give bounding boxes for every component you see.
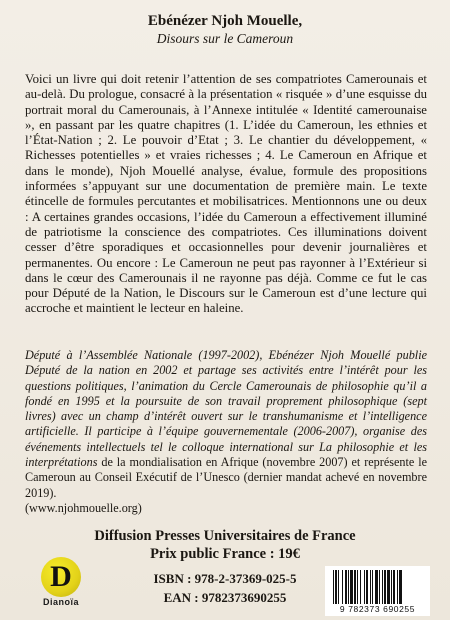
- barcode-bar: [393, 570, 395, 604]
- publisher-logo: [38, 557, 84, 613]
- barcode-bar: [382, 570, 383, 604]
- barcode-bar: [335, 570, 337, 604]
- barcode-bar: [397, 570, 398, 604]
- logo-letter: D: [50, 560, 72, 593]
- barcode-bar: [348, 570, 349, 604]
- header: [0, 12, 450, 48]
- barcode-bar: [370, 570, 371, 604]
- barcode-bar: [399, 570, 402, 604]
- barcode-bar: [354, 570, 356, 604]
- logo-circle-icon: [41, 557, 81, 597]
- summary-paragraph: Voici un livre qui doit retenir l’attention de ses compatriotes Camerounais et au-delà. Du prologue, consacré à la présentation « risquée » d’une esquisse du portrait moral du Camerounais, à l’Annexe intitulée « Identité camerounaise », en passant par les quatre chapitres (1. L’idée du Cameroun, les ethnies et l’État-Nation ; 2. Le pouvoir d’Etat ; 3. Le chantier du développement, « Richesses potentielles » et vraies richesses ; 4. Le Cameroun en Afrique et dans le monde), Njoh Mouellé analyse, évalue, formule des propositions informées s’appuyant sur une documentation de première main. Le texte étincelle de formules percutantes et mobilisatrices. Mentionnons une ou deux : A certaines grandes occasions, l’idée du Cameroun a effectivement illuminé de patriotisme la conscience des compatriotes. Ces illuminations doivent cesser d’être sporadiques et occasionnelles pour devenir journalières et permanentes. Ou encore : Le Cameroun ne peut pas rayonner à l’Extérieur si dans le cœur des Camerounais il ne rayonne pas déjà. Comme ce fut le cas pour Député de la Nation, le Discours sur le Cameroun est d’une lecture qui accroche et maintient le lecteur en haleine.: [25, 72, 427, 316]
- barcode-bar: [375, 570, 378, 604]
- barcode-bar: [360, 570, 361, 604]
- author-bio-italic: Député à l’Assemblée Nationale (1997-2002), Ebénézer Njoh Mouellé publie Député de la nation en 2002 et partage ses activités entre l’intérêt pour les questions politiques, l’animation du Cercle Camerounais de philosophie qu’il a fondé en 1995 et la poursuite de son travail proprement philosophique (sept livres) avec un champ d’intérêt ouvert sur le transhumanisme et l’intelligence artificielle. Il participe à l’équipe gouvernementale (2006-2007), organise des événements intellectuels tel le colloque international sur La philosophie et les interprétations: [25, 348, 427, 470]
- book-title: Disours sur le Cameroun: [156, 31, 294, 46]
- barcode-bar: [387, 570, 390, 604]
- barcode-bar: [364, 570, 365, 604]
- logo-word: Dianoïa: [42, 597, 79, 607]
- barcode-bar: [333, 570, 334, 604]
- barcode-bars-icon: [333, 570, 422, 604]
- barcode-bar: [372, 570, 373, 604]
- barcode-bar: [379, 570, 380, 604]
- barcode-bar: [391, 570, 392, 604]
- barcode: [325, 566, 430, 616]
- isbn-line: ISBN : 978-2-37369-025-5: [153, 571, 297, 586]
- barcode-bar: [357, 570, 358, 604]
- author-bio-roman: de la mondialisation en Afrique (novembre 2007) et représente le Cameroun au Conseil Exécutif de l’Unesco (dernier mandat achevé en novembre 2019).: [25, 455, 427, 500]
- author-website: (www.njohmouelle.org): [25, 500, 142, 515]
- barcode-digits: 9 782373 690255: [339, 604, 416, 614]
- barcode-bar: [342, 570, 343, 604]
- barcode-bar: [384, 570, 386, 604]
- barcode-bar: [366, 570, 368, 604]
- barcode-bar: [345, 570, 347, 604]
- author-bio: [25, 348, 427, 516]
- codes-block: [145, 569, 305, 607]
- ean-line: EAN : 9782373690255: [163, 590, 287, 605]
- price-line: Prix public France : 19€: [150, 546, 300, 562]
- publisher-line: Diffusion Presses Universitaires de France: [94, 528, 356, 544]
- author-name: Ebénézer Njoh Mouelle,: [147, 13, 303, 29]
- barcode-bar: [338, 570, 339, 604]
- barcode-bar: [350, 570, 353, 604]
